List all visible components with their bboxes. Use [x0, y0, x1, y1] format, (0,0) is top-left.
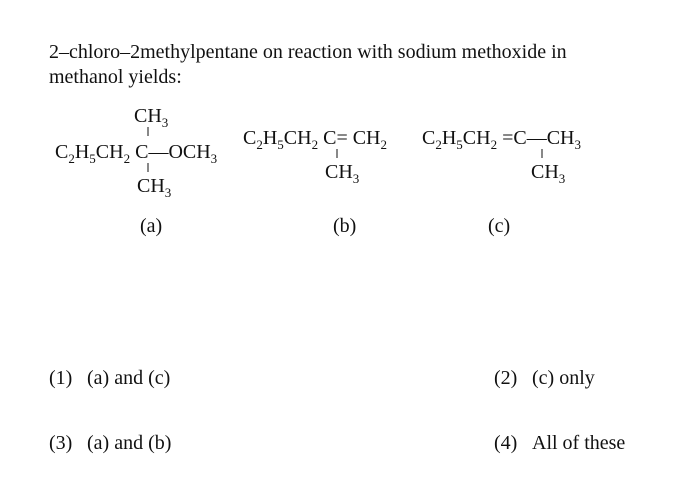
structure-c	[422, 127, 581, 186]
c-chain: $C_2H_5CH_2$ $=C—CH_3$	[422, 127, 582, 152]
structure-b	[243, 127, 387, 186]
option-3-number: (3)	[49, 432, 73, 454]
option-3[interactable]	[49, 432, 171, 455]
structure-a	[55, 105, 217, 200]
b-bottom-group: $CH_3$	[325, 161, 360, 186]
question-line-1: 2–chloro–2methylpentane on reaction with sodium methoxide in	[49, 41, 567, 63]
a-chain: $C_2H_5CH_2$ $C—OCH_3$	[55, 141, 218, 166]
option-1-number: (1)	[49, 367, 73, 389]
option-4[interactable]	[494, 432, 625, 455]
b-chain: $C_2H_5CH_2$ $C= CH_2$	[243, 127, 388, 152]
option-2-text: (c) only	[532, 367, 595, 389]
a-bottom-group: $CH_3$	[137, 175, 172, 200]
question-line-2: methanol yields:	[49, 66, 182, 88]
option-3-text: (a) and (b)	[87, 432, 172, 454]
chemical-structures	[0, 100, 700, 230]
option-4-text: All of these	[532, 432, 626, 454]
option-2[interactable]	[494, 367, 595, 390]
structure-a-label: (a)	[140, 215, 163, 237]
structure-c-label: (c)	[488, 215, 511, 237]
structures-svg	[0, 100, 700, 230]
option-2-number: (2)	[494, 367, 518, 389]
a-top-group: $CH_3$	[134, 105, 169, 130]
option-1-text: (a) and (c)	[87, 367, 171, 389]
structure-b-label: (b)	[333, 215, 357, 237]
option-1[interactable]	[49, 367, 170, 390]
c-bottom-group: $CH_3$	[531, 161, 566, 186]
option-4-number: (4)	[494, 432, 518, 454]
